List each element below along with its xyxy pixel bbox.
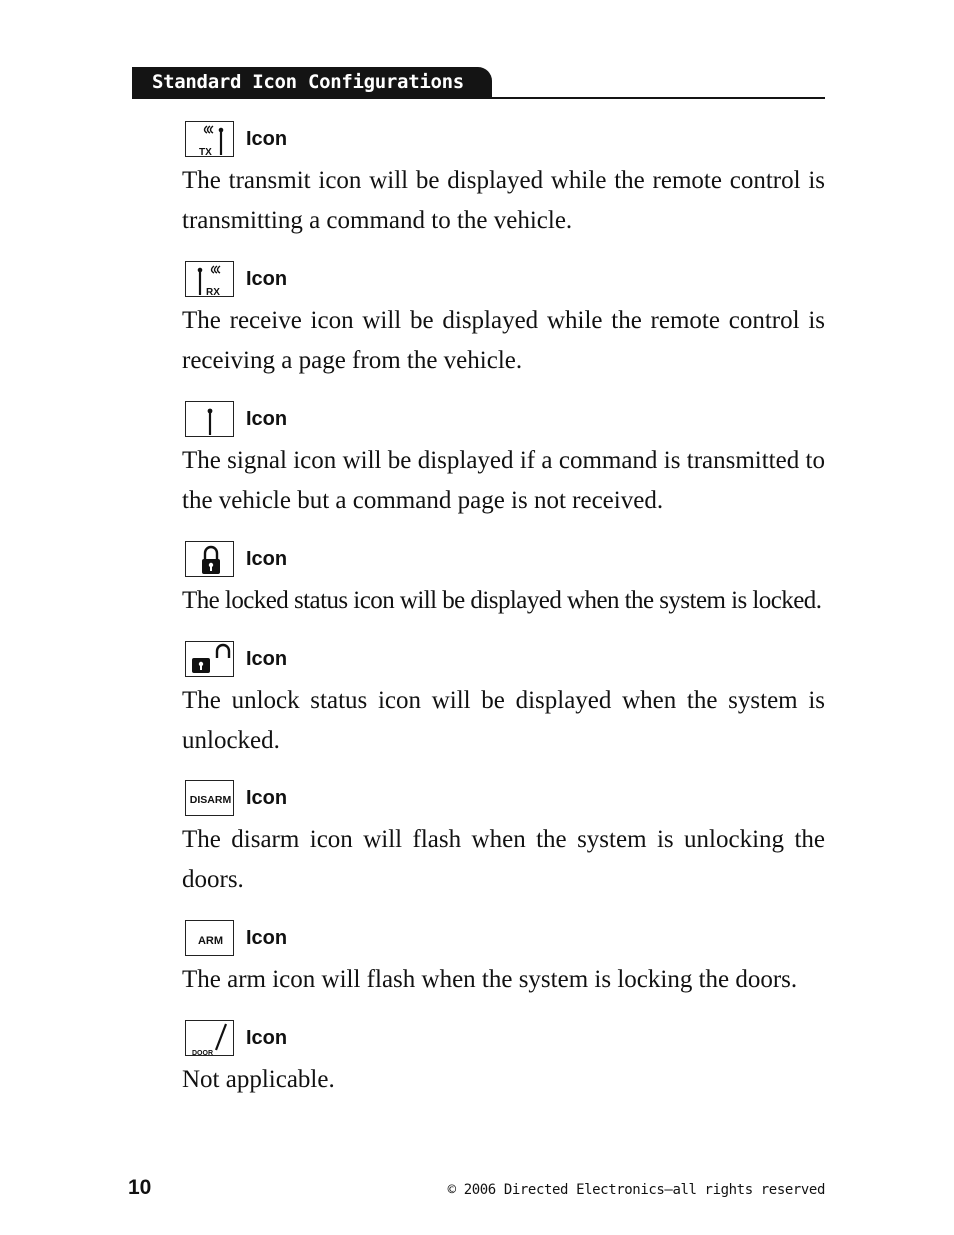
icon-description: The arm icon will flash when the system is locking the doors. — [182, 966, 798, 993]
icon-label: Icon — [246, 408, 288, 430]
icon-entry-disarm — [182, 780, 825, 900]
icon-description: The disarm icon will flash when the system is unlocking the doors. — [182, 826, 825, 893]
unlocked-icon — [185, 641, 234, 677]
icon-description: The receive icon will be displayed while the remote control is receiving a page from the vehicle. — [182, 307, 825, 374]
icon-label: Icon — [246, 548, 288, 570]
receive-icon-text: RX — [206, 287, 220, 298]
icon-entry-signal — [182, 401, 825, 521]
icon-description: The signal icon will be displayed if a command is transmitted to the vehicle but a command page is not received. — [182, 447, 825, 514]
copyright-notice: © 2006 Directed Electronics—all rights reserved — [447, 1182, 825, 1198]
icon-entry-unlocked — [182, 641, 825, 761]
icon-description: Not applicable. — [182, 1066, 335, 1093]
icon-description: The unlock status icon will be displayed when the system is unlocked. — [182, 687, 825, 754]
transmit-icon-text: TX — [199, 147, 212, 158]
disarm-icon-text: DISARM — [189, 794, 232, 806]
locked-icon — [185, 541, 234, 577]
icon-label: Icon — [246, 268, 288, 290]
icon-label: Icon — [246, 1027, 288, 1049]
section-title: Standard Icon Configurations — [152, 71, 464, 93]
icon-label: Icon — [246, 128, 288, 150]
receive-icon — [185, 261, 234, 297]
icon-entry-locked — [182, 541, 825, 621]
arm-icon-text: ARM — [197, 935, 224, 947]
arm-icon — [185, 920, 234, 956]
icon-label: Icon — [246, 648, 288, 670]
door-icon — [185, 1020, 234, 1056]
signal-icon — [185, 401, 234, 437]
header-rule — [132, 97, 825, 99]
icon-entry-arm — [182, 920, 825, 1000]
icon-label: Icon — [246, 927, 288, 949]
door-icon-text: DOOR — [192, 1050, 213, 1057]
icon-entry-door — [182, 1020, 825, 1100]
disarm-icon — [185, 780, 234, 816]
icon-entry-transmit — [182, 121, 825, 241]
icon-label: Icon — [246, 787, 288, 809]
page-number: 10 — [128, 1176, 152, 1199]
icon-entry-receive — [182, 261, 825, 381]
icon-description: The transmit icon will be displayed while the remote control is transmitting a command to the vehicle. — [182, 167, 825, 234]
transmit-icon — [185, 121, 234, 157]
icon-description: The locked status icon will be displayed when the system is locked. — [182, 587, 822, 614]
